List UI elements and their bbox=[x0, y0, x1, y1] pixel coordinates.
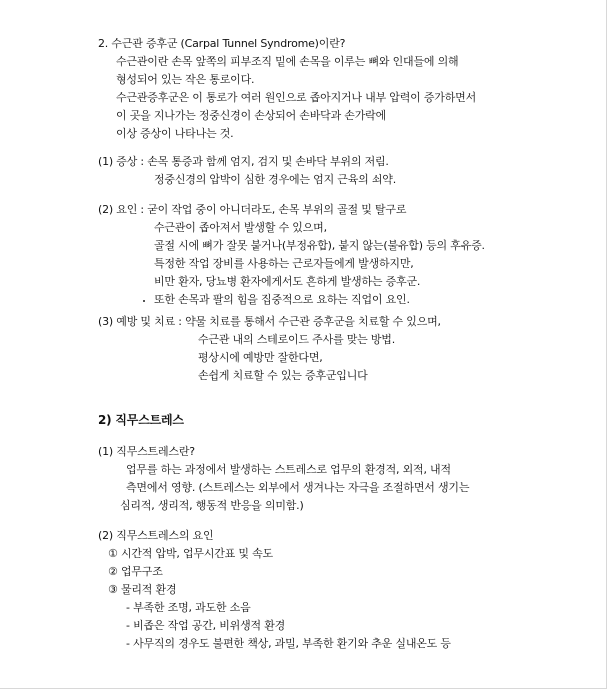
stress-factor-item: ③ 물리적 환경 bbox=[108, 583, 177, 596]
stress-what-line: 업무를 하는 과정에서 발생하는 스트레스로 업무의 환경적, 외적, 내적 bbox=[126, 463, 451, 476]
environment-item: - 부족한 조명, 과도한 소음 bbox=[126, 601, 251, 614]
stress-what-line: 측면에서 영향. (스트레스는 외부에서 생겨나는 자극을 조절하면서 생기는 bbox=[126, 481, 470, 494]
prevention-line: 수근관 내의 스테로이드 주사를 맞는 방법. bbox=[198, 333, 396, 346]
stress-factor-item: ② 업무구조 bbox=[108, 565, 163, 578]
cause-line: (2) 요인 : 굳이 작업 중이 아니더라도, 손목 부위의 골절 및 탈구로 bbox=[98, 203, 407, 216]
cause-line: 비만 환자, 당뇨병 환자에게서도 흔하게 발생하는 증후군. bbox=[154, 275, 421, 288]
stress-what-title: (1) 직무스트레스란? bbox=[98, 445, 195, 458]
environment-item: - 사무직의 경우도 불편한 책상, 과밀, 부족한 환기와 추운 실내온도 등 bbox=[126, 637, 451, 650]
stray-dot bbox=[143, 300, 145, 302]
cause-line: 특정한 작업 장비를 사용하는 근로자들에게 발생하지만, bbox=[154, 257, 414, 270]
stress-what-line: 심리적, 생리적, 행동적 반응을 의미함.) bbox=[120, 499, 304, 512]
stress-factor-item: ① 시간적 압박, 업무시간표 및 속도 bbox=[108, 547, 273, 560]
symptom-line: 정중신경의 압박이 심한 경우에는 엄지 근육의 쇠약. bbox=[154, 173, 397, 186]
carpal-definition-line: 이상 증상이 나타나는 것. bbox=[116, 127, 234, 140]
carpal-definition-line: 수근관증후군은 이 통로가 여러 원인으로 좁아지거나 내부 압력이 증가하면서 bbox=[116, 91, 477, 104]
carpal-definition-line: 형성되어 있는 작은 통로이다. bbox=[116, 73, 255, 86]
stress-factors-title: (2) 직무스트레스의 요인 bbox=[98, 529, 214, 542]
stress-heading: 2) 직무스트레스 bbox=[98, 413, 184, 427]
carpal-definition-line: 수근관이란 손목 앞쪽의 피부조직 밑에 손목을 이루는 뼈와 인대들에 의해 bbox=[116, 55, 459, 68]
carpal-definition-line: 이 곳을 지나가는 정중신경이 손상되어 손바닥과 손가락에 bbox=[116, 109, 387, 122]
symptom-line: (1) 증상 : 손목 통증과 함께 엄지, 검지 및 손바닥 부위의 저림. bbox=[98, 155, 389, 168]
prevention-line: 평상시에 예방만 잘한다면, bbox=[198, 351, 323, 364]
prevention-line: 손쉽게 치료할 수 있는 증후군입니다 bbox=[198, 369, 368, 382]
cause-line: 수근관이 좁아져서 발생할 수 있으며, bbox=[154, 221, 327, 234]
cause-line: 또한 손목과 팔의 힘을 집중적으로 요하는 직업이 요인. bbox=[154, 293, 410, 306]
environment-item: - 비좁은 작업 공간, 비위생적 환경 bbox=[126, 619, 286, 632]
carpal-heading: 2. 수근관 증후군 (Carpal Tunnel Syndrome)이란? bbox=[98, 37, 346, 50]
cause-line: 골절 시에 뼈가 잘못 붙거나(부정유합), 붙지 않는(불유합) 등의 후유증. bbox=[154, 239, 485, 252]
prevention-line: (3) 예방 및 치료 : 약물 치료를 통해서 수근관 증후군을 치료할 수 있으며, bbox=[98, 315, 441, 328]
